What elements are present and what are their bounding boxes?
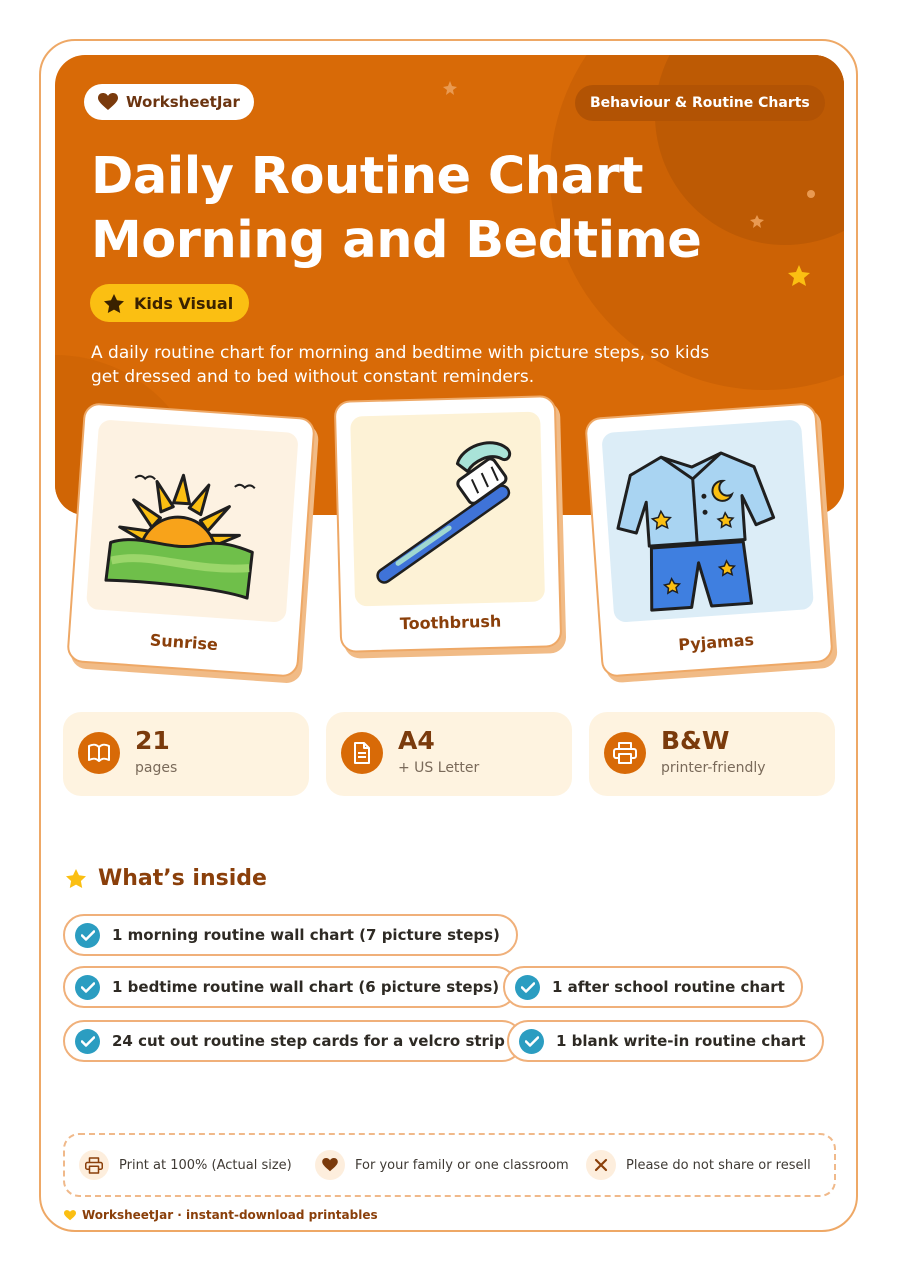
sunrise-icon	[86, 419, 275, 621]
notice-family: For your family or one classroom	[315, 1150, 569, 1180]
stat-pages	[63, 712, 309, 796]
section-title: What’s inside	[98, 866, 267, 891]
title-line-2: Morning and Bedtime	[91, 211, 702, 270]
document-icon	[341, 732, 383, 774]
checkmark-icon	[519, 1029, 544, 1054]
star-icon	[104, 294, 124, 313]
stat-caption: + US Letter	[398, 760, 480, 776]
checkmark-icon	[75, 1029, 100, 1054]
list-item: 1 after school routine chart	[503, 966, 803, 1008]
checkmark-icon	[75, 923, 100, 948]
book-icon	[78, 732, 120, 774]
brand-badge	[84, 84, 254, 120]
heart-icon	[64, 1210, 76, 1221]
printer-icon	[604, 732, 646, 774]
notice-no-share: Please do not share or resell	[586, 1150, 811, 1180]
picture-card-pyjamas	[584, 402, 834, 678]
title-line-1: Daily Routine Chart	[91, 147, 644, 206]
list-item: 1 blank write-in routine chart	[507, 1020, 824, 1062]
stat-print	[589, 712, 835, 796]
picture-card-sunrise	[66, 402, 316, 678]
footer	[64, 1208, 378, 1222]
stat-value: B&W	[661, 726, 730, 755]
kids-visual-badge	[90, 284, 249, 322]
checkmark-icon	[515, 975, 540, 1000]
heart-icon	[98, 93, 118, 111]
checkmark-icon	[75, 975, 100, 1000]
pyjamas-icon	[601, 421, 790, 623]
page-title	[91, 145, 701, 273]
list-item: 1 bedtime routine wall chart (6 picture steps)	[63, 966, 517, 1008]
stat-caption: pages	[135, 760, 178, 776]
stat-value: A4	[398, 726, 435, 755]
brand-name: WorksheetJar	[126, 93, 240, 111]
notice-print: Print at 100% (Actual size)	[79, 1150, 292, 1180]
star-icon	[66, 869, 86, 888]
footer-text: WorksheetJar · instant-download printables	[82, 1208, 378, 1222]
toothbrush-icon	[350, 411, 549, 606]
card-label: Pyjamas	[677, 630, 755, 655]
heart-icon	[315, 1150, 345, 1180]
list-item: 1 morning routine wall chart (7 picture steps)	[63, 914, 518, 956]
badge-label: Kids Visual	[134, 293, 234, 313]
category-badge: Behaviour & Routine Charts	[575, 85, 825, 121]
card-label: Sunrise	[149, 630, 219, 655]
cross-icon	[586, 1150, 616, 1180]
whats-inside-heading	[66, 866, 267, 891]
stat-format	[326, 712, 572, 796]
stat-caption: printer-friendly	[661, 760, 766, 776]
picture-card-toothbrush	[334, 395, 563, 653]
stat-value: 21	[135, 726, 170, 755]
description: A daily routine chart for morning and bedtime with picture steps, so kids get dressed and to bed without constant reminders.	[91, 343, 710, 387]
printer-icon	[79, 1150, 109, 1180]
list-item: 24 cut out routine step cards for a velcro strip	[63, 1020, 523, 1062]
card-label: Toothbrush	[399, 611, 502, 634]
